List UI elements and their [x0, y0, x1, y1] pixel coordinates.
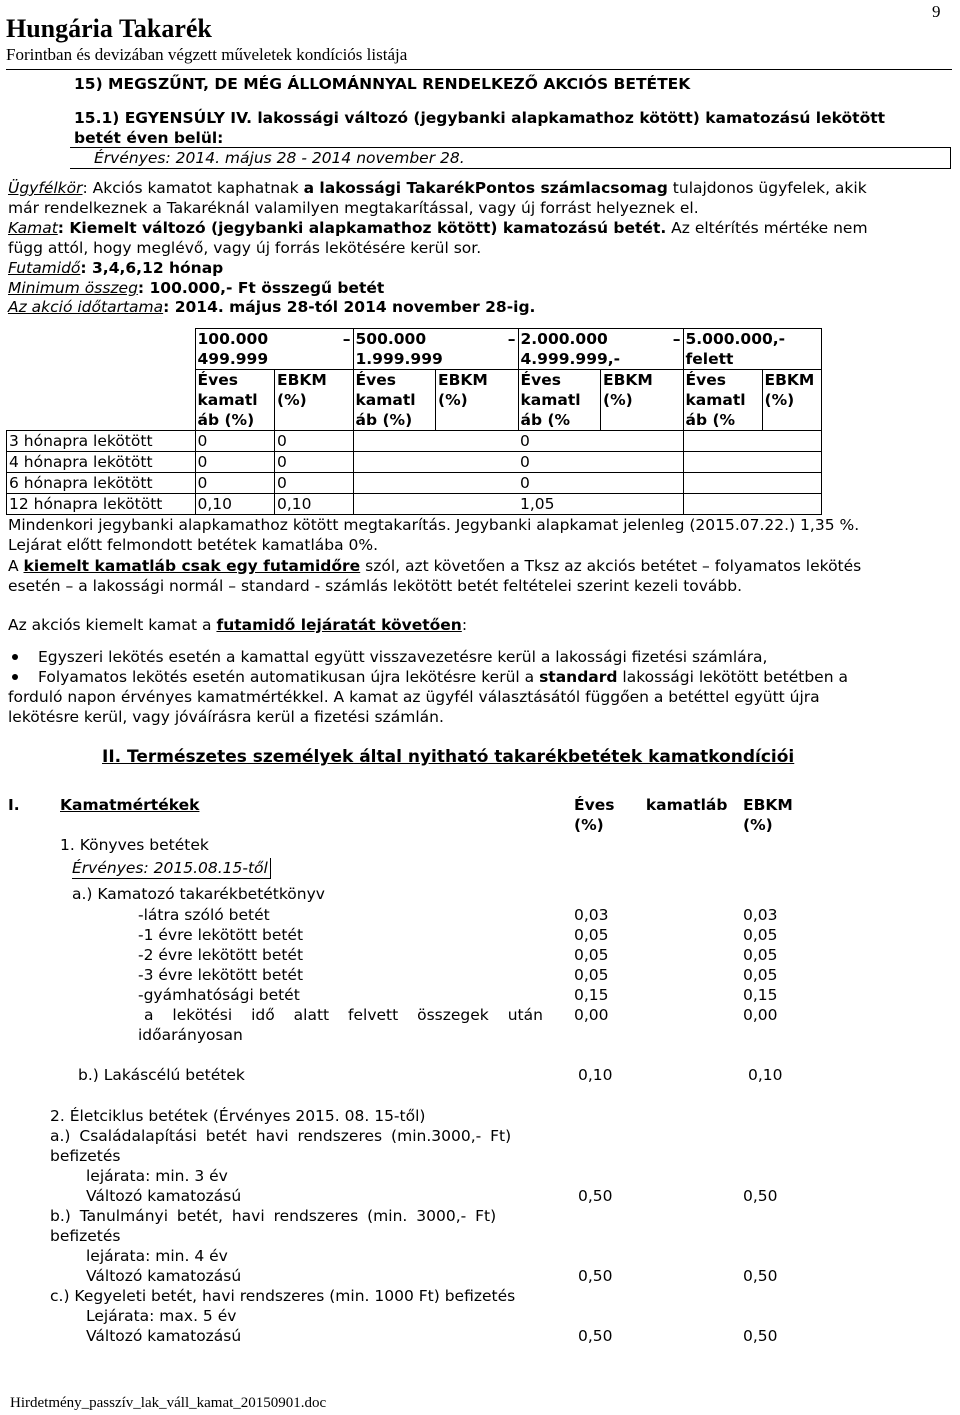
- rate-line-2: függ attól, hogy meglévő, vagy új forrás lekötésére kerül sor.: [8, 239, 482, 257]
- section-2-title: II. Természetes személyek által nyitható takarékbetétek kamatkondíciói: [102, 747, 795, 767]
- band-3: 2.000.000 – 4.999.999,-: [518, 329, 683, 370]
- study-deposit-ebkm: 0,50: [743, 1267, 778, 1285]
- section-roman-numeral: I.: [8, 796, 20, 814]
- housing-deposit-ebkm: 0,10: [748, 1066, 783, 1084]
- rate-table: [6, 328, 822, 515]
- rates-heading: Kamatmértékek: [60, 796, 200, 814]
- band-2: 500.000 – 1.999.999: [353, 329, 518, 370]
- study-deposit-variable: Változó kamatozású: [86, 1267, 242, 1285]
- minimum-label: Minimum összeg: [8, 279, 138, 297]
- savings-item-ebkm: 0,15: [743, 986, 778, 1004]
- rate-table-header-row: [7, 370, 822, 431]
- savings-item-label: -gyámhatósági betét: [138, 986, 300, 1004]
- family-deposit-line2: befizetés: [50, 1147, 121, 1165]
- family-deposit-variable: Változó kamatozású: [86, 1187, 242, 1205]
- lifecycle-title: 2. Életciklus betétek (Érvényes 2015. 08. 15-től): [50, 1107, 426, 1125]
- bullet-icon: [12, 674, 18, 680]
- study-deposit-line2: befizetés: [50, 1227, 121, 1245]
- duration-line: [8, 297, 535, 317]
- client-text-c: tulajdonos ügyfelek, akik: [667, 179, 867, 197]
- band-1: 100.000 – 499.999: [195, 329, 353, 370]
- header-rule: [6, 69, 952, 70]
- bank-name: Hungária Takarék: [6, 14, 212, 43]
- memorial-deposit-ebkm: 0,50: [743, 1327, 778, 1345]
- col-rate-header: Éves kamatláb (%): [574, 796, 728, 834]
- term-label: Futamidő: [8, 259, 81, 277]
- savings-withdrawal-rate: 0,00: [574, 1006, 609, 1024]
- savings-item-rate: 0,05: [574, 966, 609, 984]
- savings-item-ebkm: 0,05: [743, 926, 778, 944]
- band-2-ebkm-header: EBKM (%): [436, 370, 519, 431]
- rate-line-1: [8, 218, 868, 238]
- note-single-term-emphasis: kiemelt kamatláb csak egy futamidőre: [23, 557, 361, 575]
- duration-value: : 2014. május 28-tól 2014 november 28-ig.: [163, 298, 536, 316]
- family-deposit-line1: a.) Családalapítási betét havi rendszeres (min.3000,- Ft): [50, 1127, 512, 1145]
- term-line: [8, 258, 223, 278]
- savings-withdrawal-ebkm: 0,00: [743, 1006, 778, 1024]
- table-row: 12 hónapra lekötött 0,10 0,10 1,05: [7, 494, 822, 515]
- client-label: Ügyfélkör: [8, 179, 83, 197]
- document-subtitle: Forintban és devizában végzett műveletek kondíciós listája: [6, 45, 408, 64]
- bullet-continuous-line2: forduló napon érvényes kamatmértékkel. A kamat az ügyfél választásától függően a betéttel együtt újra: [8, 688, 820, 706]
- bullet-single: Egyszeri lekötés esetén a kamattal együtt visszavezetésre kerül a lakossági fizetési számlára,: [38, 648, 768, 666]
- savings-item-label: -látra szóló betét: [138, 906, 270, 924]
- bullet-standard-emphasis: standard: [539, 668, 618, 686]
- page-number: 9: [932, 2, 941, 21]
- band-4: 5.000.000,- felett: [683, 329, 821, 370]
- housing-deposit-rate: 0,10: [578, 1066, 613, 1084]
- term-value: : 3,4,6,12 hónap: [80, 259, 224, 277]
- memorial-deposit-variable: Változó kamatozású: [86, 1327, 242, 1345]
- note-single-term: A kiemelt kamatláb csak egy futamidőre szól, azt követően a Tksz az akciós betétet – folyamatos lekötés: [8, 557, 862, 575]
- rate-text-rest: Az eltérítés mértéke nem: [666, 219, 868, 237]
- savings-item-ebkm: 0,03: [743, 906, 778, 924]
- after-term-emphasis: futamidő lejáratát követően: [216, 616, 462, 634]
- book-deposits-title: 1. Könyves betétek: [60, 836, 209, 854]
- rate-table-band-row: [7, 329, 822, 370]
- housing-deposit-title: b.) Lakáscélú betétek: [78, 1066, 245, 1084]
- minimum-line: [8, 278, 384, 298]
- col-ebkm-header: EBKM (%): [743, 796, 793, 834]
- savings-withdrawal-line1: a lekötési idő alatt felvett összegek után: [144, 1006, 543, 1024]
- bullet-continuous: Folyamatos lekötés esetén automatikusan újra lekötésre kerül a standard lakossági lekötött betétben a: [38, 668, 848, 686]
- table-row: 3 hónapra lekötött 0 0 0: [7, 431, 822, 452]
- memorial-deposit-rate: 0,50: [578, 1327, 613, 1345]
- note-early-withdrawal: Lejárat előtt felmondott betétek kamatlába 0%.: [8, 536, 379, 554]
- savings-withdrawal-line2: időarányosan: [138, 1026, 243, 1044]
- savings-item-rate: 0,03: [574, 906, 609, 924]
- savings-book-title: a.) Kamatozó takarékbetétkönyv: [72, 885, 325, 903]
- savings-item-ebkm: 0,05: [743, 966, 778, 984]
- band-4-ebkm-header: EBKM (%): [762, 370, 821, 431]
- client-line-2: már rendelkeznek a Takaréknál valamilyen megtakarítással, vagy új forrást helyeznek el.: [8, 199, 699, 217]
- rate-table-corner: [7, 329, 196, 370]
- duration-label: Az akció időtartama: [8, 298, 164, 316]
- section-15-title: 15) MEGSZŰNT, DE MÉG ÁLLOMÁNNYAL RENDELKEZŐ AKCIÓS BETÉTEK: [74, 75, 691, 93]
- bullet-continuous-line3: lekötésre kerül, vagy jóváírásra kerül a fizetési számlán.: [8, 708, 444, 726]
- footer-filename: Hirdetmény_passzív_lak_váll_kamat_20150901.doc: [10, 1395, 327, 1411]
- section-15-1-title-line2: betét éven belül:: [74, 129, 224, 147]
- band-2-rate-header: Éves kamatl áb (%): [353, 370, 436, 431]
- section-15-1-title-line1: 15.1) EGYENSÚLY IV. lakossági változó (jegybanki alapkamathoz kötött) kamatozású lekötött: [74, 109, 886, 127]
- memorial-deposit-line1: c.) Kegyeleti betét, havi rendszeres (min. 1000 Ft) befizetés: [50, 1287, 516, 1305]
- study-deposit-rate: 0,50: [578, 1267, 613, 1285]
- band-4-rate-header: Éves kamatl áb (%: [683, 370, 762, 431]
- note-standard-deposit: esetén – a lakossági normál – standard - számlás lekötött betét feltételei szerint kezeli tovább.: [8, 577, 743, 595]
- after-term-intro: Az akciós kiemelt kamat a futamidő lejáratát követően:: [8, 616, 468, 634]
- memorial-deposit-term: Lejárata: max. 5 év: [86, 1307, 237, 1325]
- bullet-icon: [12, 654, 18, 660]
- band-3-rate-header: Éves kamatl áb (%: [518, 370, 601, 431]
- savings-item-label: -2 évre lekötött betét: [138, 946, 304, 964]
- minimum-value: : 100.000,- Ft összegű betét: [137, 279, 385, 297]
- rate-label: Kamat: [8, 219, 58, 237]
- book-deposits-valid: Érvényes: 2015.08.15-től: [72, 858, 271, 879]
- savings-item-rate: 0,05: [574, 926, 609, 944]
- family-deposit-ebkm: 0,50: [743, 1187, 778, 1205]
- client-text-b: a lakossági TakarékPontos számlacsomag: [303, 179, 668, 197]
- table-row: 6 hónapra lekötött 0 0 0: [7, 473, 822, 494]
- study-deposit-line1: b.) Tanulmányi betét, havi rendszeres (min. 3000,- Ft): [50, 1207, 497, 1225]
- savings-item-label: -3 évre lekötött betét: [138, 966, 304, 984]
- savings-item-ebkm: 0,05: [743, 946, 778, 964]
- savings-item-rate: 0,05: [574, 946, 609, 964]
- band-1-ebkm-header: EBKM (%): [275, 370, 354, 431]
- study-deposit-term: lejárata: min. 4 év: [86, 1247, 228, 1265]
- rate-text-bold: : Kiemelt változó (jegybanki alapkamathoz kötött) kamatozású betét.: [57, 219, 667, 237]
- band-3-ebkm-header: EBKM (%): [601, 370, 684, 431]
- family-deposit-rate: 0,50: [578, 1187, 613, 1205]
- family-deposit-term: lejárata: min. 3 év: [86, 1167, 228, 1185]
- table-row: 4 hónapra lekötött 0 0 0: [7, 452, 822, 473]
- client-text-a: : Akciós kamatot kaphatnak: [82, 179, 304, 197]
- savings-item-label: -1 évre lekötött betét: [138, 926, 304, 944]
- savings-item-rate: 0,15: [574, 986, 609, 1004]
- validity-period: Érvényes: 2014. május 28 - 2014 november 28.: [94, 149, 465, 167]
- band-1-rate-header: Éves kamatl áb (%): [195, 370, 275, 431]
- client-line-1: [8, 178, 867, 198]
- note-base-rate: Mindenkori jegybanki alapkamathoz kötött megtakarítás. Jegybanki alapkamat jelenleg (2015.07.22.) 1,35 %.: [8, 516, 860, 534]
